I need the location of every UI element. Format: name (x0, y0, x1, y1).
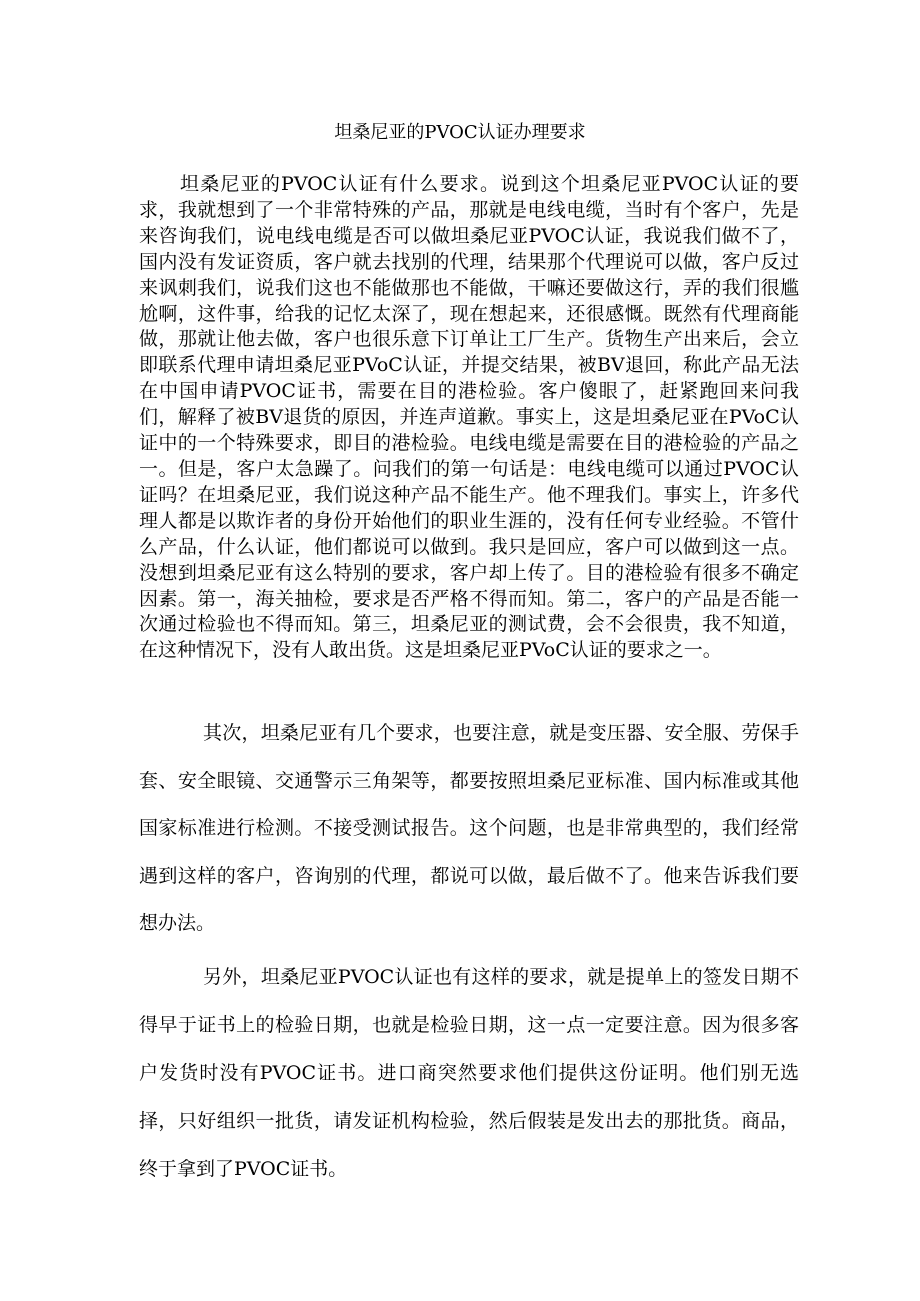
paragraph-1: 坦桑尼亚的PVOC认证有什么要求。说到这个坦桑尼亚PVOC认证的要求，我就想到了一个非常特殊的产品，那就是电线电缆，当时有个客户，先是来咨询我们，说电线电缆是否可以做坦桑尼亚PVOC认证，我说我们做不了，国内没有发证资质，客户就去找别的代理，结果那个代理说可以做，客户反过来讽刺我们，说我们这也不能做那也不能做，干嘛还要做这行，弄的我们很尴尬啊，这件事，给我的记忆太深了，现在想起来，还很感慨。既然有代理商能做，那就让他去做，客户也很乐意下订单让工厂生产。货物生产出来后，会立即联系代理申请坦桑尼亚PVoC认证，并提交结果，被BV退回，称此产品无法在中国申请PVOC证书，需要在目的港检验。客户傻眼了，赶紧跑回来问我们，解释了被BV退货的原因，并连声道歉。事实上，这是坦桑尼亚在PVoC认证中的一个特殊要求，即目的港检验。电线电缆是需要在目的港检验的产品之一。但是，客户太急躁了。问我们的第一句话是：电线电缆可以通过PVOC认证吗？在坦桑尼亚，我们说这种产品不能生产。他不理我们。事实上，许多代理人都是以欺诈者的身份开始他们的职业生涯的，没有任何专业经验。不管什么产品，什么认证，他们都说可以做到。我只是回应，客户可以做到这一点。没想到坦桑尼亚有这么特别的要求，客户却上传了。目的港检验有很多不确定因素。第一，海关抽检，要求是否严格不得而知。第二，客户的产品是否能一次通过检验也不得而知。第三，坦桑尼亚的测试费，会不会很贵，我不知道，在这种情况下，没有人敢出货。这是坦桑尼亚PVoC认证的要求之一。 (139, 173, 799, 662)
document-title: 坦桑尼亚的PVOC认证办理要求 (334, 122, 586, 143)
paragraph-2: 其次，坦桑尼亚有几个要求，也要注意，就是变压器、安全服、劳保手套、安全眼镜、交通警示三角架等，都要按照坦桑尼亚标准、国内标准或其他国家标准进行检测。不接受测试报告。这个问题，也是非常典型的，我们经常遇到这样的客户，咨询别的代理，都说可以做，最后做不了。他来告诉我们要想办法。 (139, 722, 799, 935)
paragraph-3: 另外，坦桑尼亚PVOC认证也有这样的要求，就是提单上的签发日期不得早于证书上的检验日期，也就是检验日期，这一点一定要注意。因为很多客户发货时没有PVOC证书。进口商突然要求他们提供这份证明。他们别无选择，只好组织一批货，请发证机构检验，然后假装是发出去的那批货。商品，终于拿到了PVOC证书。 (139, 966, 799, 1180)
